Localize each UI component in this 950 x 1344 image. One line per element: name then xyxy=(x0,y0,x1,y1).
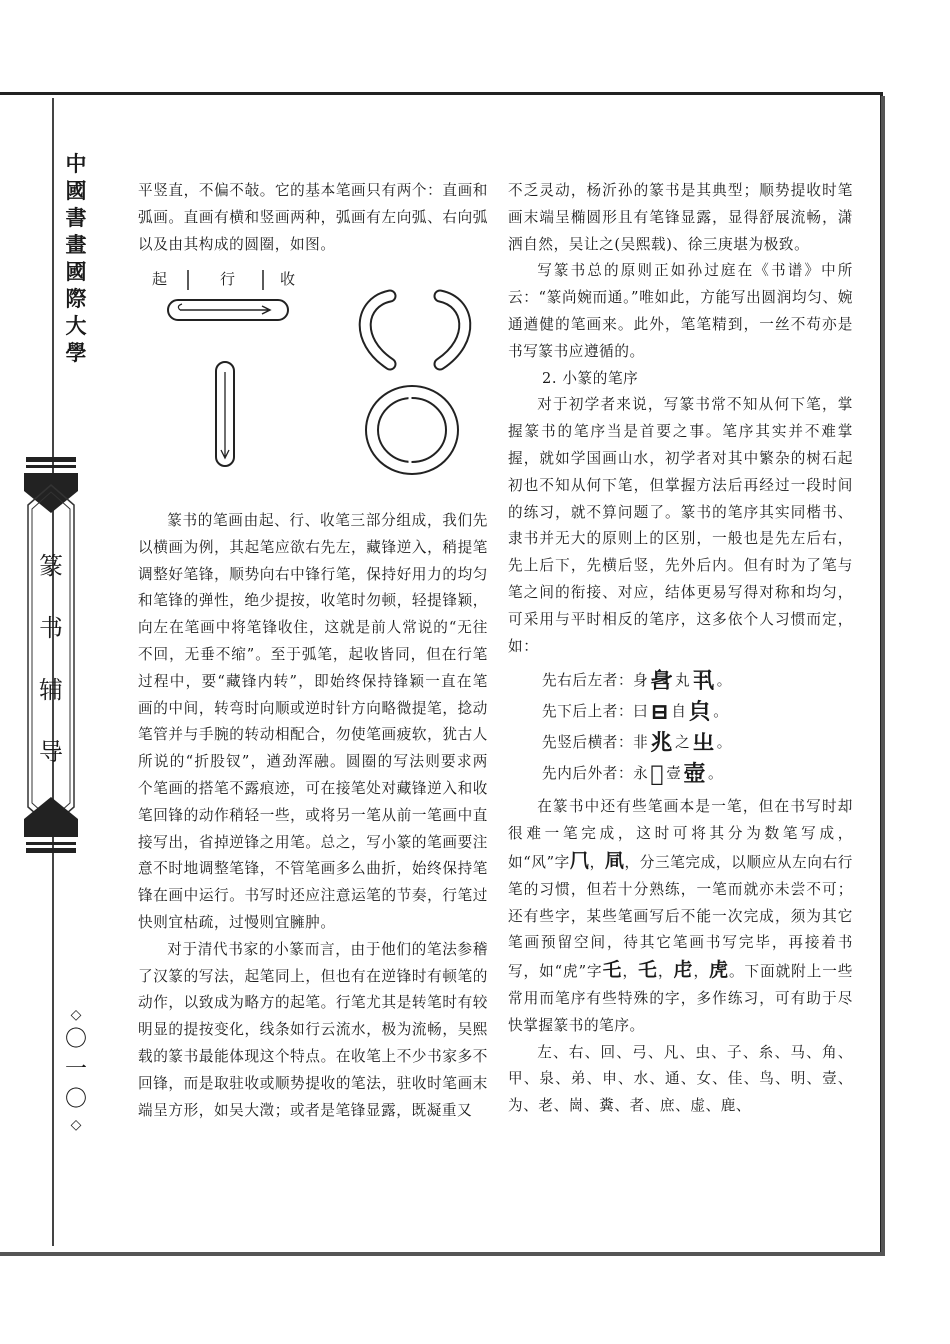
example-row xyxy=(508,759,853,790)
frame-shadow-right xyxy=(881,96,885,1256)
example-char: 非 xyxy=(633,734,649,752)
example-char: 曰 xyxy=(633,703,649,721)
subsection-heading: 2. 小篆的笔序 xyxy=(542,369,639,387)
example-end: 。 xyxy=(716,734,732,752)
page-number-digit: 〇 xyxy=(64,1087,87,1112)
title-char: 國 xyxy=(65,259,87,284)
figure-label-end: 收 xyxy=(280,270,296,288)
example-row xyxy=(508,728,853,759)
seal-glyph: ⊟ xyxy=(650,699,670,726)
frame-shadow-bottom xyxy=(0,1252,884,1256)
page-number-digit: 一 xyxy=(64,1057,87,1082)
seal-glyph: 㒵 xyxy=(688,699,712,726)
title-char: 大 xyxy=(65,313,87,338)
title-char: 畫 xyxy=(65,232,87,257)
paragraph: 写篆书总的原则正如孙过庭在《书谱》中所云：“篆尚婉而通。”唯如此，方能写出圆润均匀、婉通遒健的笔画来。此外，笔笔精到，一丝不苟亦是书写篆书应遵循的。 xyxy=(508,262,853,360)
punctuation: ， xyxy=(693,963,710,981)
example-row xyxy=(508,697,853,728)
title-char: 國 xyxy=(65,178,87,203)
vertical-title xyxy=(62,150,90,366)
paragraph: 篆书的笔画由起、行、收笔三部分组成，我们先以横画为例，其起笔应欲右先左，藏锋逆入，稍提笔调整好笔锋，顺势向右中锋行笔，保持好用力的均匀和笔锋的弹性，绝少提按，收笔时勿顿，轻提锋颖，向左在笔画中将笔锋收住，这就是前人常说的“无往不回，无垂不缩”。至于弧笔，起收皆同，但在行笔过程中，要“藏锋内转”，即始终保持锋颖一直在笔画的中间，转弯时向顺或逆时针方向略微提笔，捻动笔管并与手腕的转动相配合，勿使笔画疲软，犹古人所说的“折股钗”，遒劲浑融。圆圈的写法则要求两个笔画的搭笔不露痕迹，可在接笔处对藏锋逆入和收笔回锋的动作稍轻一些，或将另一笔从前一笔画中直接写出，省掉逆锋之用笔。总之，写小篆的笔画要注意不时地调整笔锋，不管笔画多么曲折，始终保持笔锋在画中运行。书写时还应注意运笔的节奏，行笔过快则宜枯疏，过慢则宜臃肿。 xyxy=(138,512,488,931)
section-char: 书 xyxy=(39,614,63,642)
example-char: 丸 xyxy=(674,672,691,690)
section-char: 篆 xyxy=(39,552,63,580)
seal-glyph: 虎 xyxy=(709,959,729,982)
left-column-main xyxy=(138,508,488,1124)
example-end: 。 xyxy=(708,765,724,783)
title-char: 際 xyxy=(65,286,87,311)
example-char: 永 xyxy=(633,765,649,783)
example-char: 壹 xyxy=(666,765,682,783)
page-number-digit: 〇 xyxy=(64,1027,87,1052)
example-row xyxy=(508,666,853,697)
section-char: 辅 xyxy=(39,676,63,704)
seal-glyph: 㞢 xyxy=(692,730,715,757)
character-list: 左、右、回、弓、凡、虫、子、糸、马、角、甲、泉、弟、申、水、通、女、佳、鸟、明、壹、为、老、崗、糞、者、庶、虚、鹿、 xyxy=(508,1043,853,1115)
figure-label-move: 行 xyxy=(220,270,236,288)
punctuation: ， xyxy=(657,963,674,981)
seal-glyph: 凬 xyxy=(604,849,625,872)
seal-glyph: 壺 xyxy=(683,761,706,788)
page-number-ornament: ◇ xyxy=(70,1117,82,1133)
page-number-ornament: ◇ xyxy=(70,1007,82,1023)
seal-glyph: 丮 xyxy=(692,668,715,695)
paragraph: 不乏灵动，杨沂孙的篆书是其典型；顺势提收时笔画末端呈椭圆形且有笔锋显露，显得舒展流畅，潇洒自然，吴让之(吴熙载)、徐三庚堪为极致。 xyxy=(508,182,853,253)
example-end: 。 xyxy=(716,672,732,690)
example-char: 身 xyxy=(633,672,649,690)
paragraph: 平竖直，不偏不敧。它的基本笔画只有两个：直画和弧画。直画有横和竖画两种，弧画有左向弧、右向弧以及由其构成的圆圈，如图。 xyxy=(138,182,488,253)
seal-glyph: 𠘨 xyxy=(569,849,590,872)
paragraph-text: 在篆书中还有些笔画本是一笔，但在书写时却很难一笔完成，这时可将其分为数笔写成，如“风”字 xyxy=(508,798,853,871)
example-label: 先内后外者： xyxy=(542,765,634,783)
example-label: 先右后左者： xyxy=(542,672,634,690)
seal-glyph: 虍 xyxy=(673,959,694,982)
figure-label-start: 起 xyxy=(152,270,168,288)
example-label: 先竖后横者： xyxy=(542,734,634,752)
punctuation: ， xyxy=(622,963,639,981)
paragraph: 对于清代书家的小篆而言，由于他们的笔法参稽了汉篆的写法，起笔同上，但也有在逆锋时有顿笔的动作，以致成为略方的起笔。行笔尤其是转笔时有较明显的提按变化，线条如行云流水，极为流畅，吴熙载的篆书最能体现这个特点。在收笔上不少书家多不回锋，而是取驻收或顺势提收的笔法，驻收时笔画末端呈方形，如吴大澂；或者是笔锋显露，既凝重又 xyxy=(138,940,488,1119)
paragraph: 对于初学者来说，写篆书常不知从何下笔，掌握篆书的笔序当是首要之事。笔序其实并不难掌握，就如学国画山水，初学者对其中繁杂的树石起初也不知从何下笔，但掌握方法后再经过一段时间的练习，就不算问题了。篆书的笔序其实同楷书、隶书并无大的原则上的区别，一般也是先左后右，先上后下，先横后竖，先外后内。但有时为了笔与笔之间的衔接、对应，结体更易写得对称和均匀，可采用与平时相反的笔序，这多依个人习惯而定，如： xyxy=(508,396,853,655)
paragraph-text: 。下面就附上一些常用而笔序有些特殊的字，多作练习，可有助于尽快掌握篆书的笔序。 xyxy=(508,963,853,1034)
right-column xyxy=(508,178,853,1120)
seal-glyph: 乇 xyxy=(602,959,623,982)
seal-glyph: 乇 xyxy=(638,959,658,982)
title-char: 學 xyxy=(65,340,87,365)
page-number xyxy=(62,1005,90,1135)
section-label xyxy=(22,535,80,783)
section-char: 导 xyxy=(39,738,63,766)
example-label: 先下后上者： xyxy=(542,703,634,721)
paragraph-text: ，分三笔完成，以顺应从左向右行笔的习惯，但若十分熟练，一笔而就亦未尝不可；还有些字，某些笔画写后不能一次完成，须为其它笔画预留空间，待其它笔画书写完毕，再接着书写，如“虎”字 xyxy=(508,853,853,981)
example-end: 。 xyxy=(713,703,729,721)
seal-glyph: 兆 xyxy=(650,730,673,757)
left-column-top xyxy=(138,178,488,258)
example-char: 自 xyxy=(671,703,687,721)
title-char: 中 xyxy=(65,151,87,176)
paragraph xyxy=(508,794,853,1039)
seal-glyph: 𣱵 xyxy=(650,761,665,788)
seal-glyph: 𨈖 xyxy=(650,668,673,695)
stroke-order-examples xyxy=(508,666,853,790)
stroke-diagram xyxy=(140,262,480,492)
example-char: 之 xyxy=(674,734,691,752)
punctuation: ， xyxy=(589,853,605,871)
title-char: 書 xyxy=(65,205,87,230)
